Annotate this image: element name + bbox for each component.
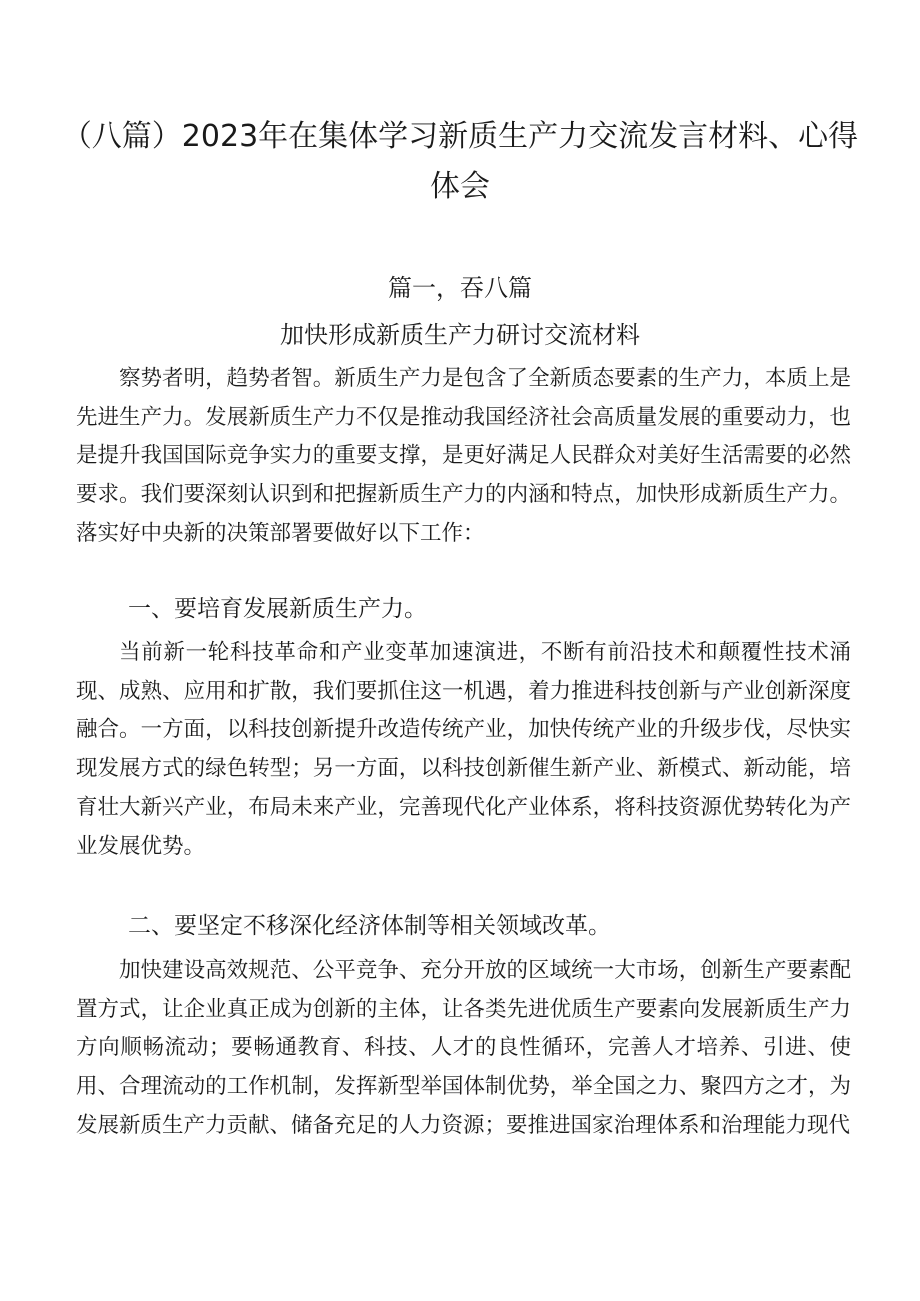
section-heading-2: 二、要坚定不移深化经济体制等相关领域改革。 (128, 913, 611, 939)
paragraph-intro: 察势者明，趋势者智。新质生产力是包含了全新质态要素的生产力，本质上是先进生产力。发展新质生产力不仅是推动我国经济社会高质量发展的重要动力，也是提升我国国际竞争实力的重要支撑，是更好满足人民群众对美好生活需要的必然要求。我们要深刻认识到和把握新质生产力的内涵和特点，加快形成新质生产力。落实好中央新的决策部署要做好以下工作： (76, 366, 851, 546)
document-title: （八篇）2023年在集体学习新质生产力交流发言材料、心得体会 (61, 119, 859, 204)
section-heading-1: 一、要培育发展新质生产力。 (128, 596, 427, 622)
paragraph-section-2: 加快建设高效规范、公平竞争、充分开放的区域统一大市场，创新生产要素配置方式，让企业真正成为创新的主体，让各类先进优质生产要素向发展新质生产力方向顺畅流动；要畅通教育、科技、人才的良性循环，完善人才培养、引进、使用、合理流动的工作机制，发挥新型举国体制优势，举全国之力、聚四方之才，为发展新质生产力贡献、储备充足的人力资源；要推进国家治理体系和治理能力现代 (76, 958, 851, 1138)
article-title: 加快形成新质生产力研讨交流材料 (280, 321, 640, 349)
chapter-label: 篇一，吞八篇 (388, 274, 532, 302)
paragraph-section-1: 当前新一轮科技革命和产业变革加速演进，不断有前沿技术和颠覆性技术涌现、成熟、应用和扩散，我们要抓住这一机遇，着力推进科技创新与产业创新深度融合。一方面，以科技创新提升改造传统产业，加快传统产业的升级步伐，尽快实现发展方式的绿色转型；另一方面，以科技创新催生新产业、新模式、新动能，培育壮大新兴产业，布局未来产业，完善现代化产业体系，将科技资源优势转化为产业发展优势。 (76, 640, 851, 859)
